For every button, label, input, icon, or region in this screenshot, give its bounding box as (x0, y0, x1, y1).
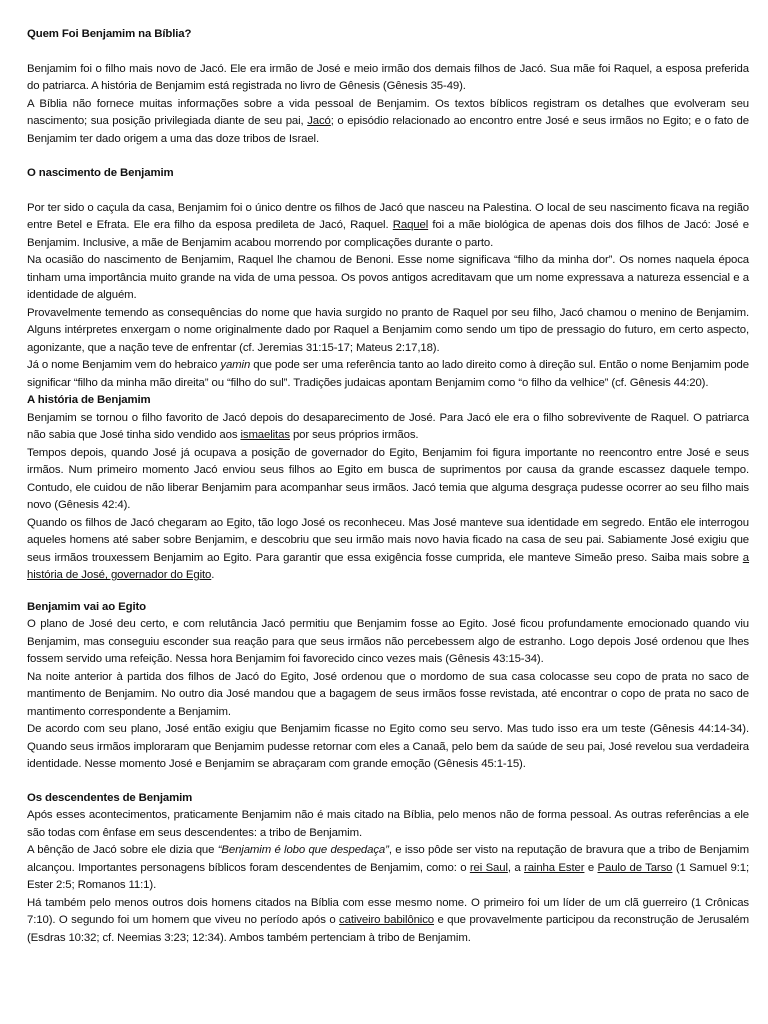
birth-paragraph-2: Na ocasião do nascimento de Benjamim, Raquel lhe chamou de Benoni. Esse nome significava “filho da minha dor”. Os nomes naquela época tinham uma importância muito grande na vida de uma pessoa. Os povos antigos acreditavam que um nome expressava a natureza essencial e a identidade de alguém. (27, 254, 749, 301)
text-run: e (584, 861, 598, 874)
egypt-paragraph-3: De acordo com seu plano, José então exigiu que Benjamim ficasse no Egito como seu servo. Mas tudo isso era um teste (Gênesis 44:14-34). Quando seus irmãos imploraram que Benjamim pudesse retornar com eles a Canaã, pelo bem da saúde de seu pai, José revelou sua verdadeira identidade. Nesse momento José e Benjamim se abraçaram com grande emoção (Gênesis 45:1-15). (27, 723, 749, 770)
text-run: que pode ser uma referência tanto ao lado direito como à direção sul. Então o nome Benjamim pode significar “filho da minha mão direita” ou “filho do sul”. Tradições judaicas apontam Benjamim como “o filho da velhice” (cf. Gênesis 44:20). (27, 359, 749, 389)
spacer (27, 44, 749, 61)
text-run: Já o nome Benjamim vem do hebraico (27, 359, 221, 371)
italic-quote: “Benjamim é lobo que despedaça” (217, 844, 389, 856)
birth-paragraph-1 (27, 200, 749, 253)
egypt-paragraph-1: O plano de José deu certo, e com relutância Jacó permitiu que Benjamim fosse ao Egito. José ficou profundamente emocionado quando viu Benjamim, mas conseguiu esconder sua reação para que seus irmãos não percebessem algo de estranho. Logo depois José ordenou que lhes fossem servido uma refeição. Nessa hora Benjamim foi favorecido cinco vezes mais (Gênesis 43:15-34). (27, 618, 749, 665)
link-raquel[interactable]: Raquel (392, 219, 429, 231)
birth-paragraph-3: Provavelmente temendo as consequências do nome que havia surgido no pranto de Raquel por seu filho, Jacó chamou o menino de Benjamim. Alguns intérpretes enxergam o nome originalmente dado por Raquel a Benjamim como sendo um tipo de pressagio do futuro, em certo aspecto, agonizante, que a nação teve de enfrentar (cf. Jeremias 31:15-17; Mateus 2:17,18). (27, 306, 749, 354)
link-rei-saul[interactable]: rei Saul (469, 861, 508, 874)
spacer (27, 585, 749, 599)
link-jaco[interactable]: Jacó (307, 115, 331, 127)
descendants-paragraph-2 (27, 842, 749, 895)
intro-paragraph-1: Benjamim foi o filho mais novo de Jacó. Ele era irmão de José e meio irmão dos demais filhos de Jacó. Sua mãe foi Raquel, a esposa preferida do patriarca. A história de Benjamim está registrada no livro de Gênesis (Gênesis 35-49). (27, 62, 749, 92)
link-cativeiro-babilonico[interactable]: cativeiro babilônico (339, 914, 434, 926)
text-run: Há também pelo menos outros dois homens citados na Bíblia com esse mesmo nome. O primeiro foi um líder de um clã guerreiro (1 Crônicas 7:10). O segundo foi um homem que viveu no período após o (27, 896, 749, 926)
text-run: e que provavelmente participou da reconstrução de Jerusalém (Esdras 10:32; cf. Neemias 3:23; 12:34). Ambos também pertenciam à tribo de Benjamim. (27, 914, 749, 944)
section-heading-history: A história de Benjamim (27, 394, 151, 406)
text-run: , a (507, 861, 525, 874)
text-run: Benjamim se tornou o filho favorito de Jacó depois do desaparecimento de José. Para Jacó ele era o filho sobrevivente de Raquel. O patriarca não sabia que José tinha sido vendido aos (27, 411, 749, 441)
intro-paragraph-2 (27, 96, 749, 149)
link-ismaelitas[interactable]: ismaelitas (240, 429, 290, 441)
history-paragraph-1 (27, 410, 749, 445)
text-run: Por ter sido o caçula da casa, Benjamim foi o único dentre os filhos de Jacó que nasceu na Palestina. O local de seu nascimento ficava na região entre Betel e Efrata. Ele era filho da esposa predileta de Jacó, Raquel. (27, 201, 749, 231)
document-title: Quem Foi Benjamim na Bíblia? (27, 28, 192, 40)
history-paragraph-3 (27, 515, 749, 585)
birth-paragraph-4 (27, 357, 749, 392)
spacer (27, 774, 749, 790)
text-run: Quando os filhos de Jacó chegaram ao Egito, tão logo José os reconheceu. Mas José manteve sua identidade em segredo. Então ele interrogou aqueles homens até saber sobre Benjamim, e descobriu que seu irmão mais novo havia ficado na casa de seu pai. Sabiamente José exigiu que seus irmãos trouxessem Benjamim ao Egito. Para garantir que essa exigência fosse cumprida, ele manteve Simeão preso. Saiba mais sobre (27, 516, 749, 564)
spacer (27, 148, 749, 165)
text-run: por seus próprios irmãos. (289, 429, 419, 441)
section-heading-descendants: Os descendentes de Benjamim (27, 791, 193, 804)
link-paulo-de-tarso[interactable]: Paulo de Tarso (597, 861, 673, 874)
history-paragraph-2: Tempos depois, quando José já ocupava a posição de governador do Egito, Benjamim foi figura importante no reencontro entre José e seus irmãos. Num primeiro momento Jacó enviou seus filhos ao Egito em busca de suprimentos por causa da grande escassez daquele tempo. Contudo, ele cuidou de não liberar Benjamim para acompanhar seus irmãos. Jacó temia que alguma desgraça pudesse ocorrer ao seu filho mais novo (Gênesis 42:4). (27, 446, 749, 511)
text-run: A bênção de Jacó sobre ele dizia que (27, 844, 218, 856)
text-run: (1 Samuel 9:1; Ester 2:5; Romanos 11:1). (27, 861, 750, 891)
section-heading-egypt: Benjamim vai ao Egito (27, 600, 147, 613)
text-run: foi a mãe biológica de apenas dois dos filhos de Jacó: José e Benjamim. Inclusive, a mãe de Benjamim acabou morrendo por complicações durante o parto. (27, 219, 749, 249)
spacer (27, 183, 749, 200)
document-page (27, 26, 749, 947)
descendants-paragraph-3 (27, 895, 749, 948)
egypt-paragraph-2: Na noite anterior à partida dos filhos de Jacó do Egito, José ordenou que o mordomo de sua casa colocasse seu copo de prata no saco de mantimento de Benjamim. No outro dia José mandou que a bagagem de seus irmãos fosse revistada, até encontrar o copo de prata no saco de mantimento correspondente a Benjamim. (27, 670, 749, 718)
link-rainha-ester[interactable]: rainha Ester (524, 861, 585, 874)
section-heading-birth: O nascimento de Benjamim (27, 167, 174, 179)
link-historia-de-jose[interactable]: a história de José, governador do Egito (27, 551, 749, 581)
descendants-paragraph-1: Após esses acontecimentos, praticamente Benjamim não é mais citado na Bíblia, pelo menos não de forma pessoal. As outras referências a ele são todas com ênfase em seus descendentes: a tribo de Benjamim. (27, 809, 749, 839)
text-run: ; o episódio relacionado ao encontro entre José e seus irmãos no Egito; e o fato de Benjamim ter dado origem a uma das doze tribos de Israel. (27, 115, 749, 145)
text-run: . (211, 569, 215, 581)
text-run: , e isso pôde ser visto na reputação de bravura que a tribo de Benjamim alcançou. Importantes personagens bíblicos foram descendentes de Benjamim, como: o (27, 844, 750, 874)
italic-term: yamin (220, 359, 251, 371)
text-run: A Bíblia não fornece muitas informações sobre a vida pessoal de Benjamim. Os textos bíblicos registram os detalhes que evolveram seu nascimento; sua posição privilegiada diante de seu pai, (27, 97, 749, 127)
